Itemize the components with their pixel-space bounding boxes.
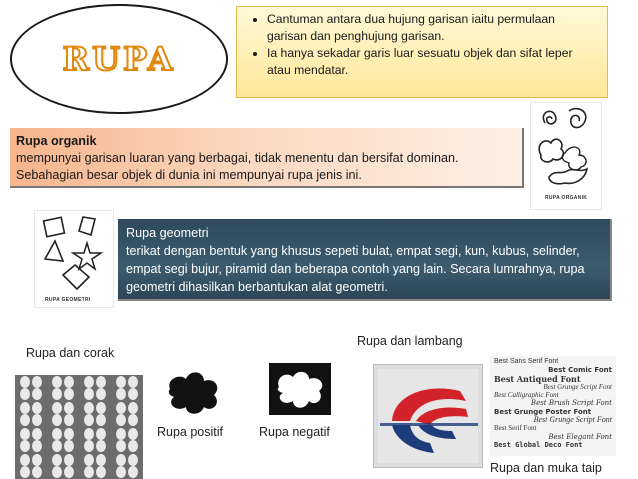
font-sample-line: Best Sans Serif Font <box>494 358 559 365</box>
definition-list <box>245 11 597 79</box>
page-title: RUPA <box>62 40 176 78</box>
font-sample-line: Best Comic Font <box>548 366 612 375</box>
geometric-image-label: RUPA GEOMETRI <box>45 297 91 303</box>
negative-shape-image <box>269 363 331 415</box>
airline-logo-icon <box>374 365 482 467</box>
caption-rupa-dan-muka-taip: Rupa dan muka taip <box>490 461 602 475</box>
font-sample-line: Best Grunge Script Font <box>543 382 612 391</box>
caption-rupa-dan-lambang: Rupa dan lambang <box>357 334 463 348</box>
pattern-image <box>15 375 143 479</box>
definition-item: • Ia hanya sekadar garis luar sesuatu objek dan sifat leper atau mendatar. <box>267 45 597 79</box>
geometric-heading: Rupa geometri <box>126 226 209 240</box>
positive-blob-icon <box>160 363 230 421</box>
definition-box <box>236 6 608 98</box>
font-sample-line: Best Global Deco Font <box>494 440 583 449</box>
geometric-box <box>118 219 612 301</box>
geometric-shapes-image <box>34 210 114 308</box>
font-sample-line: Best Elegant Font <box>548 432 612 441</box>
geometric-shapes-icon <box>35 211 113 297</box>
caption-rupa-dan-corak: Rupa dan corak <box>26 346 115 360</box>
font-sample-line: Best Grunge Script Font <box>533 415 612 425</box>
title-oval <box>10 4 228 114</box>
font-sample-line: Best Grunge Poster Font <box>494 407 592 416</box>
organic-shapes-image <box>530 102 602 210</box>
organic-image-label: RUPA ORGANIK <box>545 195 588 201</box>
geometric-text: terikat dengan bentuk yang khusus sepeti bulat, empat segi, kun, kubus, selinder, empat segi bujur, piramid dan beberapa contoh yang lain. Secara lumrahnya, rupa geometri dihasilkan berbantukan alat geometri. <box>126 244 585 294</box>
organic-heading: Rupa organik <box>16 134 97 148</box>
font-samples-image <box>490 356 616 456</box>
positive-shape-image <box>160 363 230 421</box>
negative-blob-icon <box>269 363 331 415</box>
organic-box <box>10 128 524 188</box>
definition-item: • Cantuman antara dua hujung garisan iaitu permulaan garisan dan penghujung garisan. <box>267 11 597 45</box>
clover-pattern-icon <box>15 375 143 479</box>
caption-rupa-positif: Rupa positif <box>157 425 224 439</box>
logo-image <box>373 364 483 468</box>
font-sample-line: Best Antiqued Font <box>494 373 581 384</box>
caption-rupa-negatif: Rupa negatif <box>259 425 330 439</box>
organic-text: mempunyai garisan luaran yang berbagai, tidak menentu dan bersifat dominan. Sebahagian besar objek di dunia ini mempunyai rupa jenis ini. <box>16 151 459 182</box>
font-sample-line: Best Serif Font <box>494 424 537 433</box>
font-sample-line: Best Calligraphic Font <box>494 391 559 400</box>
organic-shapes-icon <box>531 103 601 195</box>
font-sample-line: Best Brush Script Font <box>530 399 612 408</box>
